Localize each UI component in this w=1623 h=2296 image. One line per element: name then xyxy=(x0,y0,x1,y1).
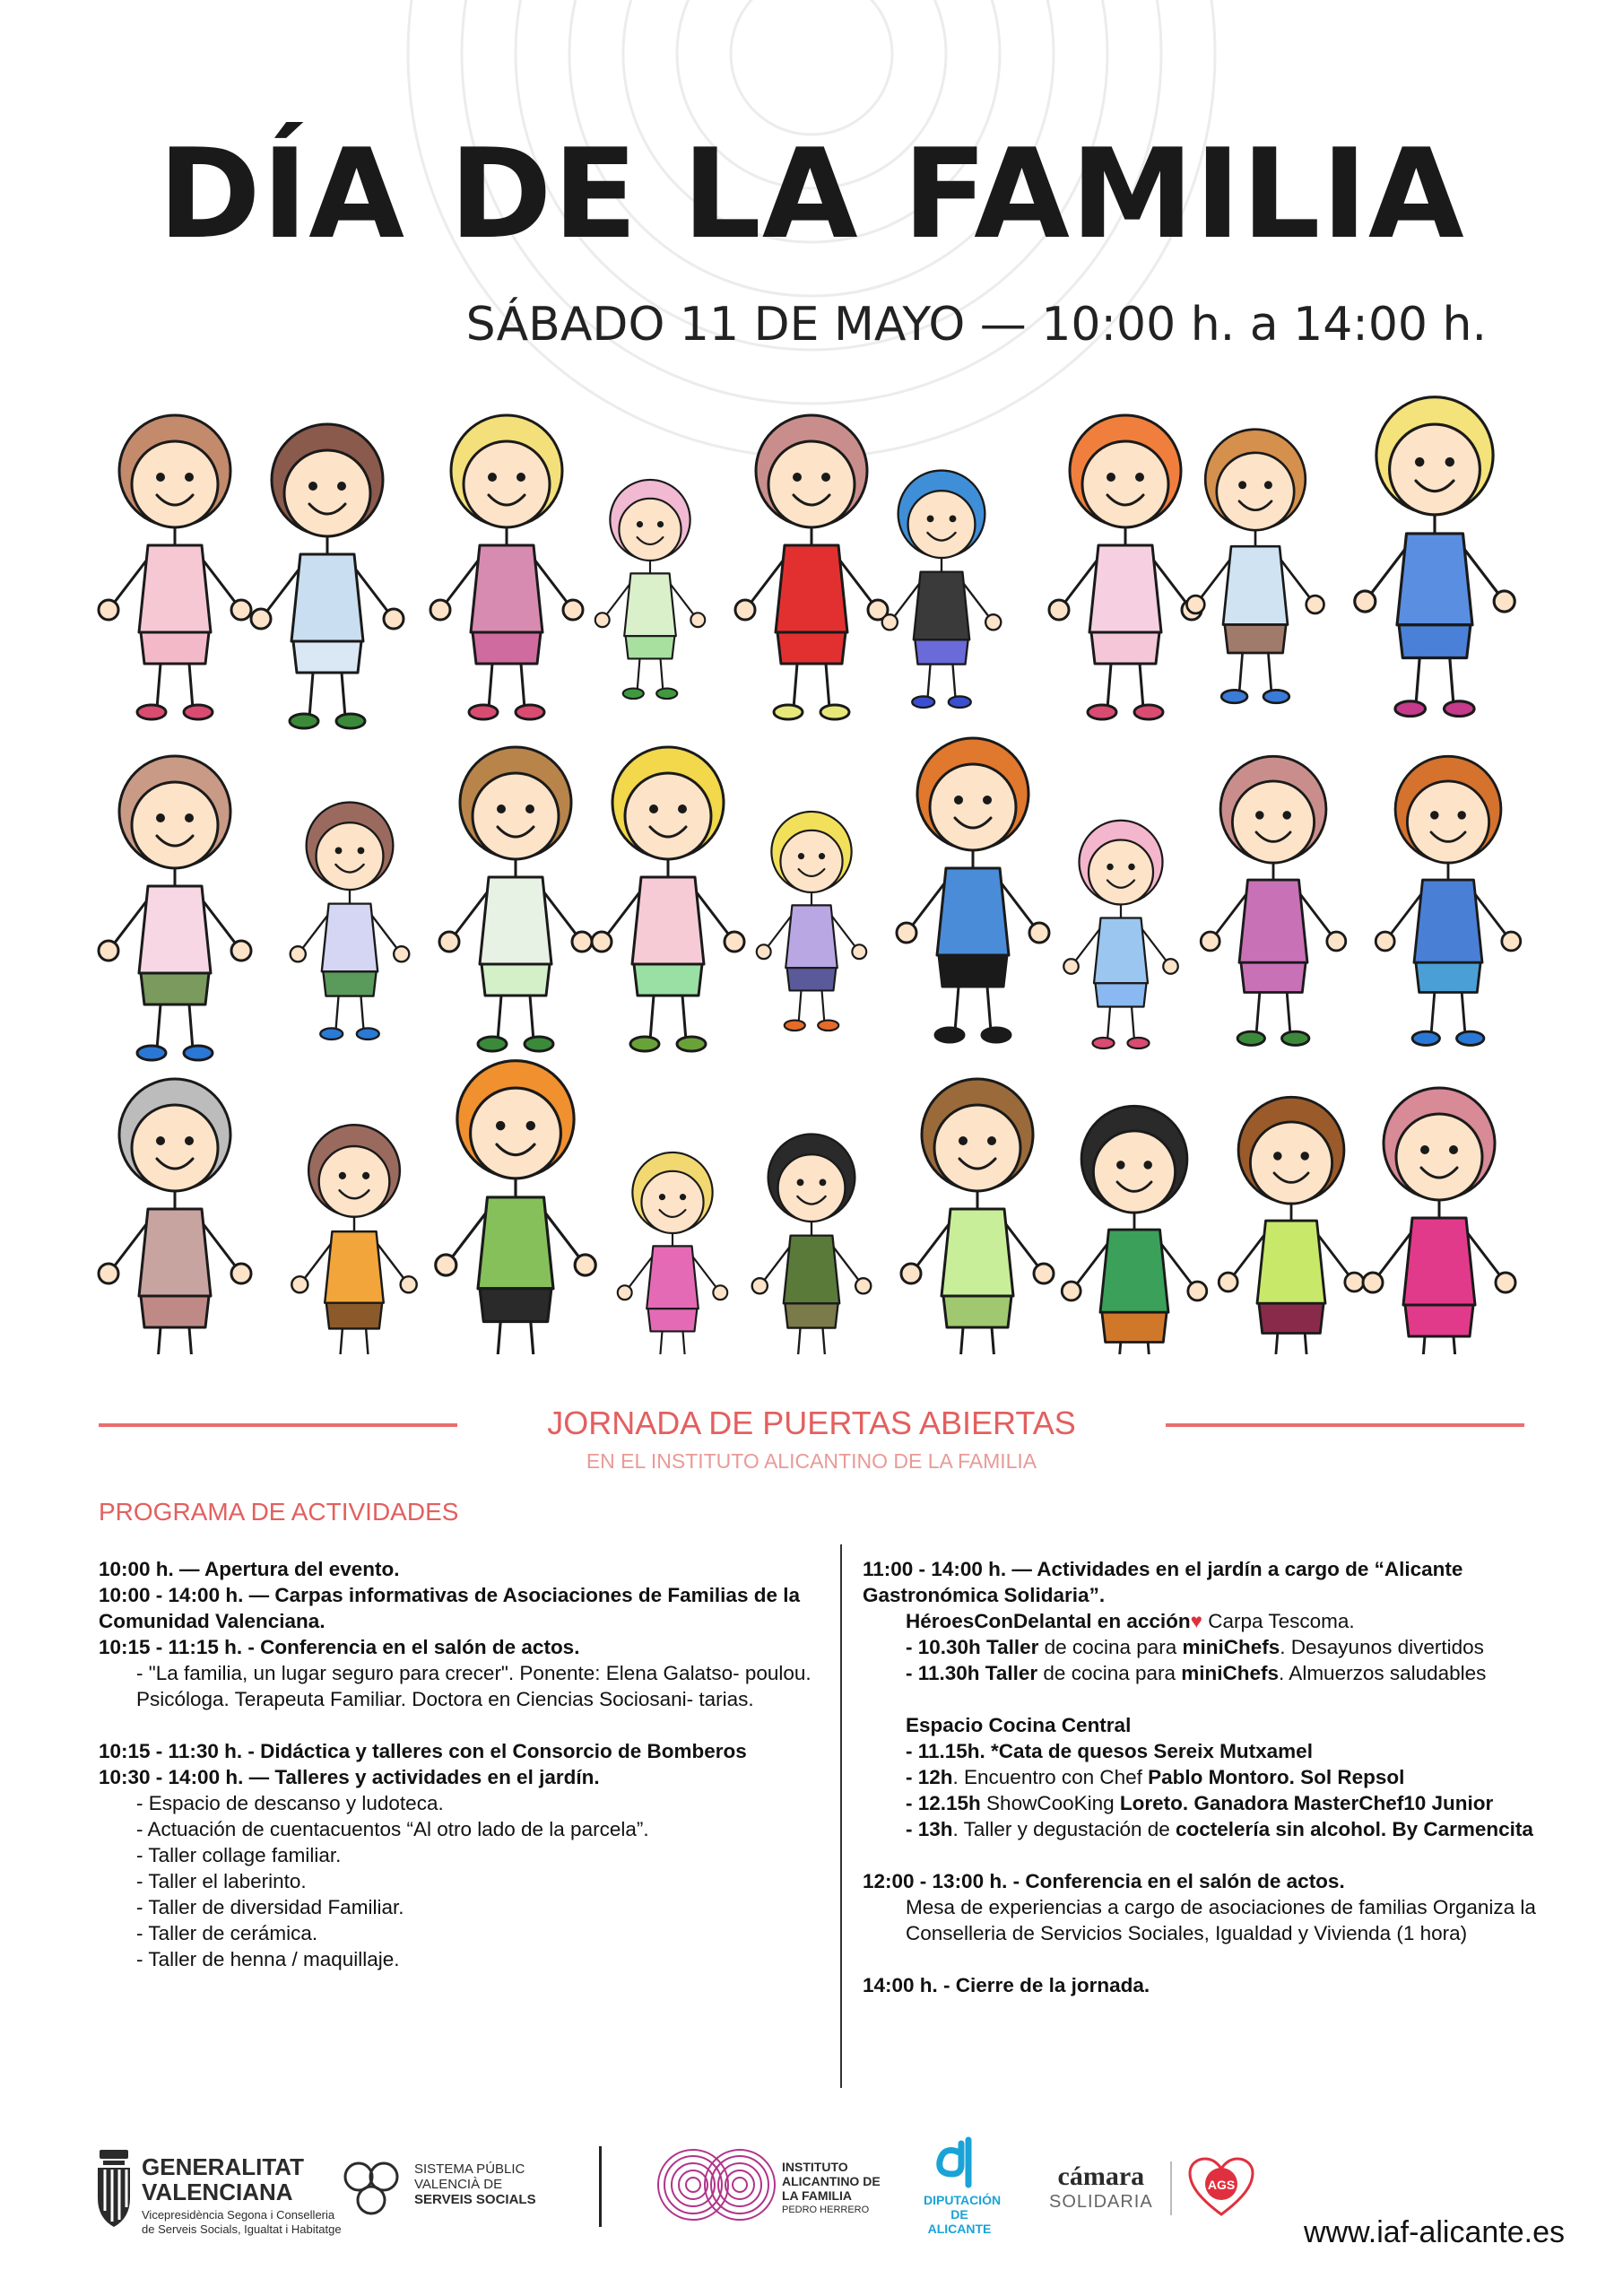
cartoon-person xyxy=(251,424,404,728)
schedule-detail: - "La familia, un lugar seguro para crecer". Ponente: Elena Galatso- poulou. Psicóloga. Terapeuta Familiar. Doctora en Ciencias Sociosani- tarias. xyxy=(136,1662,812,1710)
svg-text:AGS: AGS xyxy=(1207,2178,1236,2192)
cartoon-person xyxy=(735,415,888,719)
workshop-line: - 11.30h Taller de cocina para miniChefs. Almuerzos saludables xyxy=(906,1662,1487,1684)
cartoon-person xyxy=(757,812,866,1031)
cartoon-person xyxy=(99,1079,251,1354)
schedule-item: 14:00 h. - Cierre de la jornada. xyxy=(863,1974,1150,1996)
diputacion-logo-icon xyxy=(933,2135,977,2190)
iaf-logo-icon xyxy=(650,2148,785,2222)
schedule-item: 12:00 - 13:00 h. - Conferencia en el salón de actos. xyxy=(863,1870,1345,1892)
activity-item: - Actuación de cuentacuentos “Al otro lado de la parcela”. xyxy=(136,1818,649,1840)
camara-solidaria-name: cámara SOLIDARIA xyxy=(1049,2161,1153,2212)
central-kitchen-title: Espacio Cocina Central xyxy=(906,1714,1132,1736)
cartoon-person xyxy=(1187,430,1324,703)
generalitat-emblem-icon xyxy=(94,2148,134,2231)
cartoon-person xyxy=(1049,415,1202,719)
kitchen-line: - 13h. Taller y degustación de coctelería sin alcohol. By Carmencita xyxy=(906,1818,1533,1840)
open-day-subtitle: EN EL INSTITUTO ALICANTINO DE LA FAMILIA xyxy=(586,1449,1037,1473)
program-right-column xyxy=(863,1556,1544,1998)
open-day-title: JORNADA DE PUERTAS ABIERTAS xyxy=(547,1405,1076,1441)
generalitat-name: GENERALITAT VALENCIANA xyxy=(142,2153,305,2205)
family-characters-illustration xyxy=(0,386,1623,1354)
website-url: www.iaf-alicante.es xyxy=(1303,2215,1565,2249)
cartoon-person xyxy=(618,1152,727,1354)
kitchen-line: - 12h. Encuentro con Chef Pablo Montoro. Sol Repsol xyxy=(906,1766,1405,1788)
cartoon-person xyxy=(1376,756,1521,1045)
event-date-time: SÁBADO 11 DE MAYO — 10:00 h. a 14:00 h. xyxy=(465,298,1487,352)
generalitat-department: Vicepresidència Segona i Conselleria de Serveis Socials, Igualtat i Habitatge xyxy=(142,2208,342,2236)
cartoon-person xyxy=(99,756,251,1060)
cartoon-person xyxy=(1219,1097,1364,1354)
cartoon-person xyxy=(595,480,705,699)
social-services-name: SISTEMA PÚBLIC VALENCIÀ DE SERVEIS SOCIALS xyxy=(414,2161,536,2207)
cartoon-person xyxy=(99,415,251,719)
schedule-item: 11:00 - 14:00 h. — Actividades en el jardín a cargo de “Alicante Gastronómica Solidaria”. xyxy=(863,1558,1463,1606)
activity-item: - Taller el laberinto. xyxy=(136,1870,307,1892)
program-left-column xyxy=(99,1556,820,1972)
schedule-item: 10:00 - 14:00 h. — Carpas informativas de Asociaciones de Familias de la Comunidad Valenciana. xyxy=(99,1584,800,1632)
activity-item: - Taller de henna / maquillaje. xyxy=(136,1948,400,1970)
cartoon-person xyxy=(901,1079,1054,1354)
schedule-item: 10:30 - 14:00 h. — Talleres y actividades en el jardín. xyxy=(99,1766,600,1788)
schedule-detail: Mesa de experiencias a cargo de asociaciones de familias Organiza la Conselleria de Servicios Sociales, Igualdad y Vivienda (1 hora) xyxy=(906,1896,1536,1944)
schedule-item: 10:15 - 11:30 h. - Didáctica y talleres con el Consorcio de Bomberos xyxy=(99,1740,747,1762)
schedule-item: 10:00 h. — Apertura del evento. xyxy=(99,1558,400,1580)
cartoon-person xyxy=(592,747,744,1051)
kitchen-line: - 11.15h. *Cata de quesos Sereix Mutxamel xyxy=(906,1740,1313,1762)
activity-item: - Espacio de descanso y ludoteca. xyxy=(136,1792,444,1814)
social-services-logo-icon xyxy=(339,2157,404,2220)
cartoon-person xyxy=(291,803,410,1039)
activity-item: - Taller collage familiar. xyxy=(136,1844,342,1866)
cartoon-person xyxy=(882,471,1002,708)
workshop-line: - 10.30h Taller de cocina para miniChefs. Desayunos divertidos xyxy=(906,1636,1484,1658)
cartoon-person xyxy=(436,1061,596,1354)
cartoon-person xyxy=(897,738,1049,1042)
cartoon-person xyxy=(439,747,592,1051)
activity-item: - Taller de diversidad Familiar. xyxy=(136,1896,404,1918)
cartoon-person xyxy=(1363,1088,1515,1354)
heroes-line: HéroesConDelantal en acción♥ Carpa Tescoma. xyxy=(906,1610,1355,1632)
footer-separator xyxy=(599,2146,602,2227)
page-title: DÍA DE LA FAMILIA xyxy=(158,122,1465,266)
heart-icon: ♥ xyxy=(1190,1610,1202,1632)
diputacion-name: DIPUTACIÓN DE ALICANTE xyxy=(924,2193,1002,2236)
program-title: PROGRAMA DE ACTIVIDADES xyxy=(99,1498,459,1526)
iaf-name: INSTITUTO ALICANTINO DE LA FAMILIA PEDRO HERRERO xyxy=(782,2160,881,2215)
cartoon-person xyxy=(430,415,583,719)
kitchen-line: - 12.15h ShowCooKing Loreto. Ganadora MasterChef10 Junior xyxy=(906,1792,1494,1814)
schedule-item: 10:15 - 11:15 h. - Conferencia en el salón de actos. xyxy=(99,1636,580,1658)
cartoon-person xyxy=(1355,397,1515,717)
footer-separator-small xyxy=(1170,2161,1172,2215)
cartoon-person xyxy=(1201,756,1346,1045)
cartoon-person xyxy=(291,1125,416,1354)
cartoon-person xyxy=(1063,821,1178,1048)
column-divider xyxy=(840,1544,842,2088)
cartoon-person xyxy=(1062,1106,1207,1354)
cartoon-person xyxy=(752,1135,872,1354)
ags-heart-logo-icon xyxy=(1188,2157,1254,2218)
activity-item: - Taller de cerámica. xyxy=(136,1922,318,1944)
